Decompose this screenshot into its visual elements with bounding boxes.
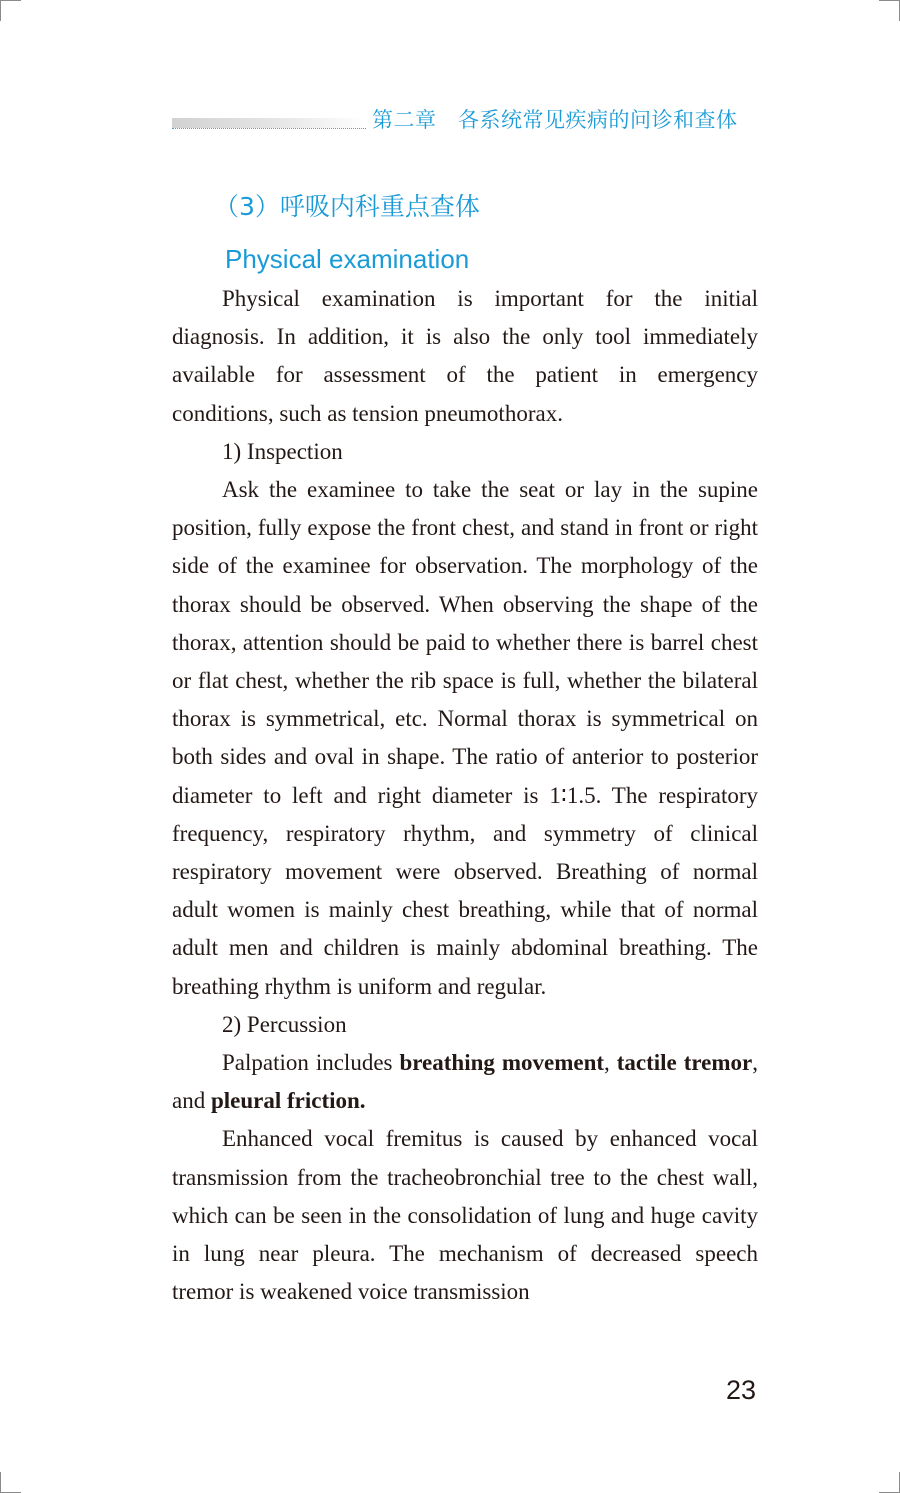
crop-mark-top-right-h — [879, 0, 900, 1]
page-number: 23 — [726, 1375, 757, 1405]
header-dotted-rule — [172, 128, 366, 129]
crop-mark-bottom-left-v — [0, 1472, 1, 1493]
term-pleural-friction: pleural friction. — [210, 1088, 366, 1114]
paragraph-fremitus: Enhanced vocal fremitus is caused by enhanced vocal transmission from the tracheobronchial tree to the chest wall, which can be seen in the consolidation of lung and huge cavity in lung near pleura. The mechanism of decreased speech tremor is weakened voice transmission — [172, 1126, 758, 1305]
paragraph-intro: Physical examination is important for the initial diagnosis. In addition, it is also the only tool immediately available for assessment of the patient in emergency conditions, such as tension pneumothorax. — [172, 286, 758, 426]
section-heading: （3）呼吸内科重点查体 — [214, 192, 480, 221]
chapter-number: 第二章 — [372, 108, 437, 132]
paragraph-palpation — [172, 1044, 758, 1120]
body-text — [172, 280, 758, 1311]
subsection-inspection-title: 1) Inspection — [222, 438, 343, 464]
paragraph-inspection: Ask the examinee to take the seat or lay in the supine position, fully expose the front chest, and stand in front or right side of the examinee for observation. The morphology of the thorax should be observed. When observing the shape of the thorax, attention should be paid to whether there is barrel chest or flat chest, whether the rib space is full, whether the bilateral thorax is symmetrical, etc. Normal thorax is symmetrical on both sides and oval in shape. The ratio of anterior to posterior diameter to left and right diameter is 1∶1.5. The respiratory frequency, respiratory rhythm, and symmetry of clinical respiratory movement were observed. Breathing of normal adult women is mainly chest breathing, while that of normal adult men and children is mainly abdominal breathing. The breathing rhythm is uniform and regular. — [172, 477, 758, 999]
palpation-sep: , — [604, 1050, 617, 1076]
subsection-percussion-title: 2) Percussion — [222, 1011, 347, 1037]
term-breathing-movement: breathing movement — [399, 1050, 605, 1076]
term-tactile-tremor: tactile tremor — [616, 1050, 753, 1076]
running-header — [372, 104, 738, 134]
palpation-sep: , and — [172, 1050, 759, 1114]
crop-mark-top-left-h — [0, 0, 21, 1]
section-subheading: Physical examination — [225, 244, 470, 274]
header-decoration-bar — [172, 118, 366, 128]
chapter-title: 各系统常见疾病的问诊和查体 — [458, 108, 738, 132]
crop-mark-top-left-v — [0, 0, 1, 21]
palpation-lead: Palpation includes — [222, 1050, 400, 1076]
